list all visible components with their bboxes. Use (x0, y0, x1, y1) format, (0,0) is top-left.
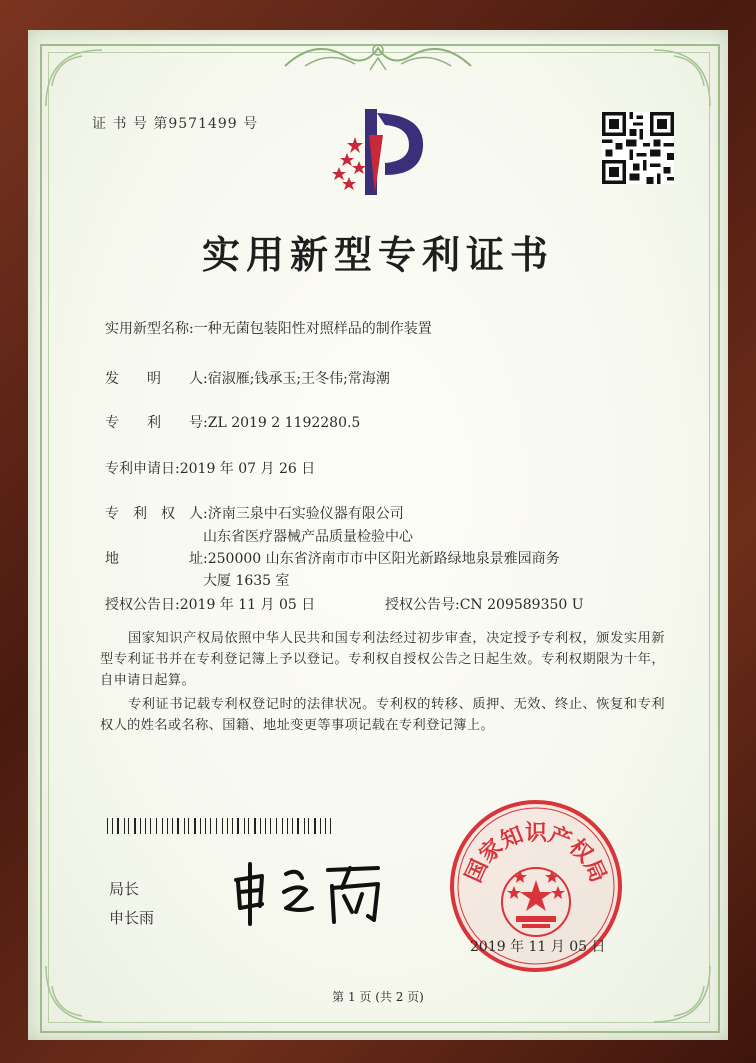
barcode-bar (124, 818, 125, 834)
field-label: 授权公告日: (105, 597, 180, 613)
barcode-bar (188, 818, 189, 834)
field-label: 专 利 号: (105, 415, 208, 431)
barcode-bar (134, 818, 136, 834)
cnipa-logo-icon (325, 105, 437, 197)
barcode-bar (145, 818, 146, 834)
field-label: 专利申请日: (105, 461, 180, 477)
field-value: 宿淑雁;钱承玉;王冬伟;常海潮 (207, 371, 390, 387)
barcode-bar (205, 818, 206, 834)
field-value: 250000 山东省济南市市中区阳光新路绿地泉景雅园商务 (207, 551, 560, 567)
barcode-bar (172, 818, 173, 834)
barcode-bar (325, 818, 326, 834)
field-value: 一种无菌包装阳性对照样品的制作装置 (193, 321, 432, 337)
barcode-bar (244, 818, 245, 834)
paragraph-legal-status: 专利证书记载专利权登记时的法律状况。专利权的转移、质押、无效、终止、恢复和专利权人的姓名或名称、国籍、地址变更等事项记载在专利登记簿上。 (100, 697, 665, 733)
barcode-bar (248, 818, 249, 834)
field-value: ZL 2019 2 1192280.5 (207, 415, 361, 431)
barcode-bar (237, 818, 239, 834)
qr-code[interactable] (602, 112, 674, 184)
barcode-bar (112, 818, 113, 834)
barcode-bar (216, 818, 217, 834)
barcode-bar (117, 818, 119, 834)
barcode-bar (150, 818, 151, 834)
signatory-name: 申长雨 (109, 909, 155, 927)
field-address-line2: 大厦 1635 室 (203, 573, 290, 589)
signatory-title: 局长 (109, 880, 140, 898)
corner-ornament-icon (42, 946, 122, 1026)
barcode-bar (297, 818, 299, 834)
barcode-bar (260, 818, 261, 834)
field-address (105, 548, 560, 568)
barcode-bar (282, 818, 283, 834)
handwritten-signature (228, 858, 390, 928)
seal-text: 国家知识产权局 (461, 821, 611, 887)
barcode-bar (314, 818, 316, 834)
field-patentee-line2: 山东省医疗器械产品质量检验中心 (203, 529, 413, 545)
barcode-bar (140, 818, 141, 834)
barcode-bar (184, 818, 185, 834)
field-label: 发 明 人: (105, 371, 208, 387)
barcode (107, 818, 337, 834)
field-grant-no (385, 594, 584, 614)
page-number: 第 1 页 (共 2 页) (332, 990, 424, 1004)
field-value: CN 209589350 U (459, 597, 584, 613)
field-model-name (105, 318, 432, 338)
barcode-bar (128, 818, 129, 834)
certificate-number: 证 书 号 第9571499 号 (92, 116, 259, 132)
barcode-bar (276, 818, 277, 834)
field-grant-date (105, 594, 315, 614)
paragraph-grant-statement: 国家知识产权局依照中华人民共和国专利法经过初步审查，决定授予专利权，颁发实用新型专利证书并在专利登记簿上予以登记。专利权自授权公告之日起生效。专利权期限为十年，自申请日起算。 (100, 631, 665, 688)
field-inventors (105, 368, 390, 388)
field-label: 专 利 权 人: (105, 506, 208, 522)
barcode-bar (232, 818, 233, 834)
barcode-bar (222, 818, 223, 834)
field-patent-no (105, 412, 360, 432)
barcode-bar (156, 818, 157, 834)
barcode-bar (227, 818, 228, 834)
barcode-bar (270, 818, 271, 834)
barcode-bar (107, 818, 108, 834)
corner-ornament-icon (634, 946, 714, 1026)
field-value: 2019 年 07 月 26 日 (179, 461, 316, 477)
barcode-bar (330, 818, 331, 834)
barcode-bar (210, 818, 211, 834)
barcode-bar (194, 818, 196, 834)
field-patentee (105, 503, 404, 523)
barcode-bar (177, 818, 179, 834)
barcode-bar (162, 818, 163, 834)
barcode-bar (254, 818, 256, 834)
barcode-bar (200, 818, 201, 834)
certificate-title: 实用新型专利证书 (201, 232, 554, 277)
barcode-bar (265, 818, 266, 834)
barcode-bar (167, 818, 168, 834)
field-filing-date (105, 458, 315, 478)
barcode-bar (320, 818, 321, 834)
barcode-bar (287, 818, 288, 834)
field-label: 授权公告号: (385, 597, 460, 613)
barcode-bar (308, 818, 309, 834)
field-label: 实用新型名称: (105, 321, 194, 337)
top-ornament-icon (275, 36, 481, 76)
barcode-bar (304, 818, 305, 834)
seal-date: 2019 年 11 月 05 日 (470, 939, 606, 955)
field-value: 济南三泉中石实验仪器有限公司 (207, 506, 404, 522)
field-value: 2019 年 11 月 05 日 (179, 597, 316, 613)
field-label: 地 址: (105, 551, 208, 567)
barcode-bar (292, 818, 293, 834)
